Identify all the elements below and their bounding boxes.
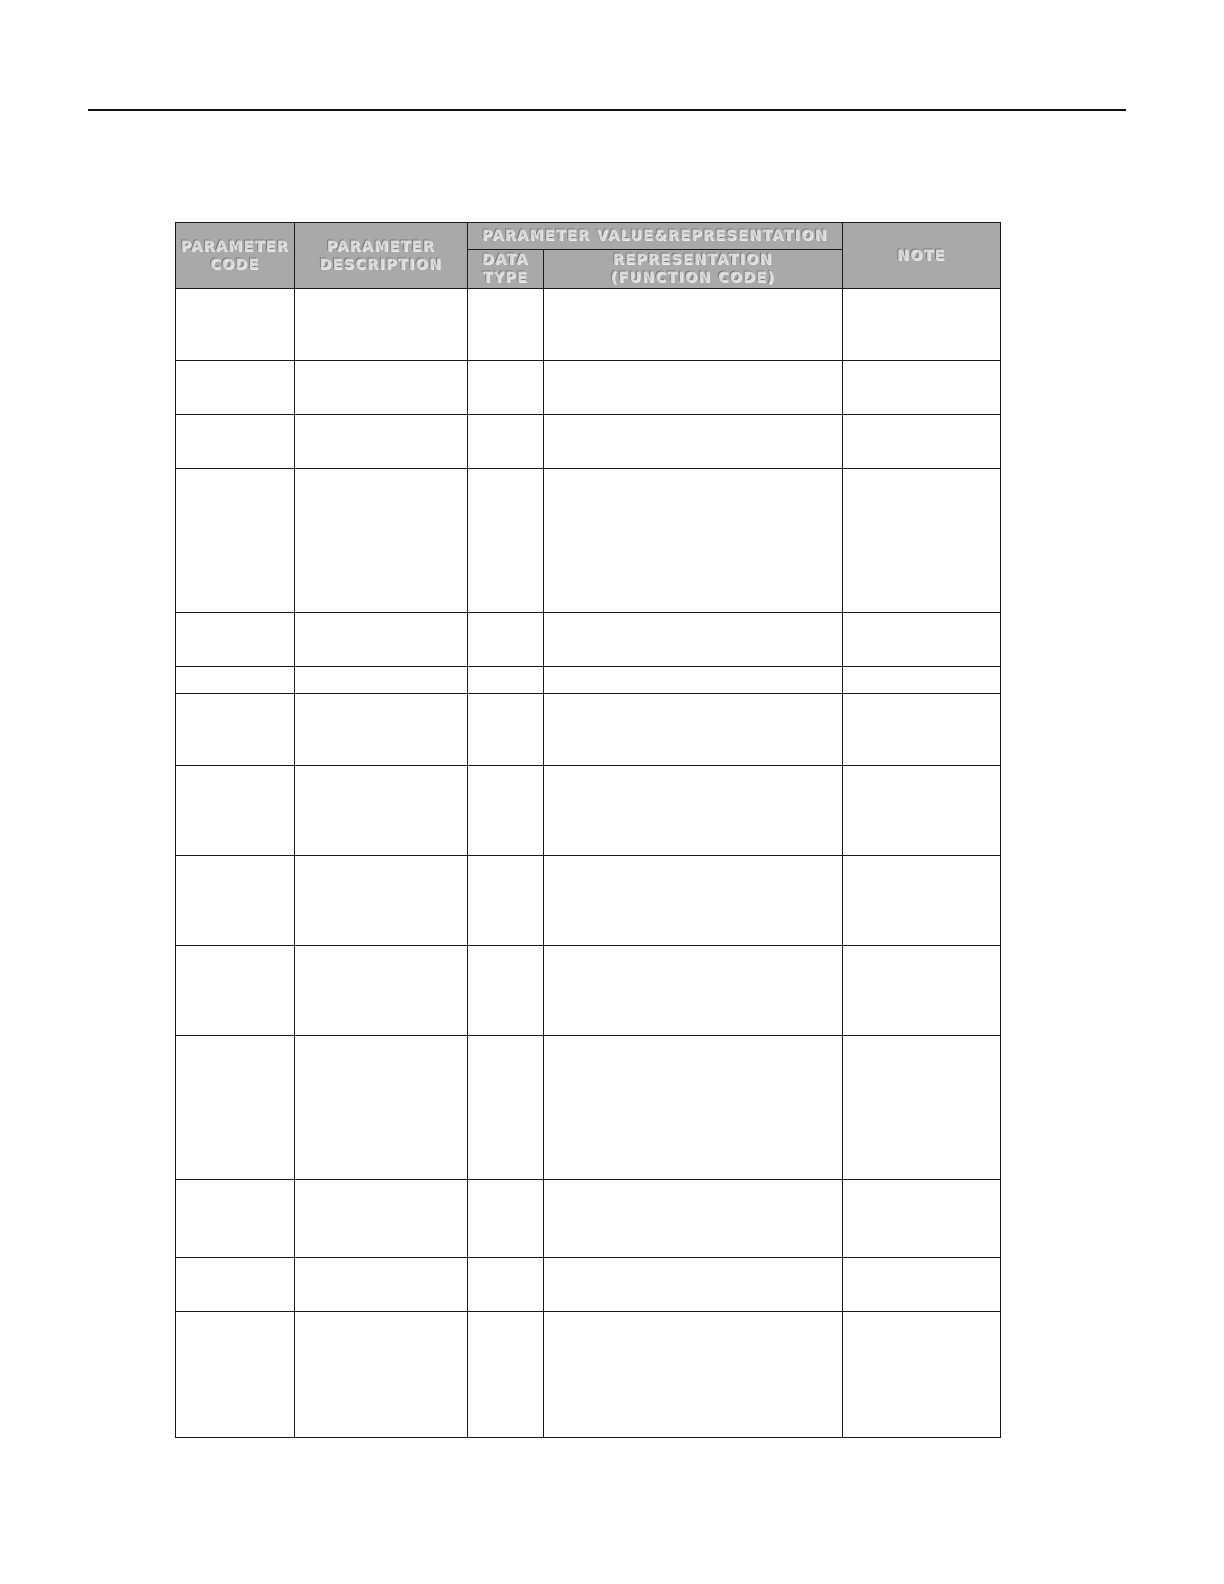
cell-data-type xyxy=(468,613,544,667)
cell-description xyxy=(295,946,468,1036)
cell-data-type xyxy=(468,694,544,766)
cell-note xyxy=(843,856,1001,946)
header-data-type xyxy=(468,250,544,289)
cell-note xyxy=(843,1036,1001,1180)
parameter-table xyxy=(175,222,1001,1438)
cell-code xyxy=(176,361,295,415)
header-representation-line-1: REPRESENTATION xyxy=(613,252,773,268)
cell-note xyxy=(843,946,1001,1036)
cell-note xyxy=(843,1312,1001,1438)
cell-code xyxy=(176,694,295,766)
cell-data-type xyxy=(468,289,544,361)
cell-representation xyxy=(544,469,843,613)
table-row xyxy=(176,613,1001,667)
cell-code xyxy=(176,289,295,361)
table-row xyxy=(176,946,1001,1036)
cell-representation xyxy=(544,946,843,1036)
cell-representation xyxy=(544,694,843,766)
table-row xyxy=(176,361,1001,415)
cell-representation xyxy=(544,1258,843,1312)
cell-data-type xyxy=(468,856,544,946)
header-parameter-code-line-1: PARAMETER xyxy=(180,238,290,255)
cell-data-type xyxy=(468,766,544,856)
cell-data-type xyxy=(468,667,544,694)
header-value-group: PARAMETER VALUE&REPRESENTATION xyxy=(468,223,843,250)
header-parameter-description-line-1: PARAMETER xyxy=(326,238,436,255)
cell-description xyxy=(295,766,468,856)
cell-representation xyxy=(544,766,843,856)
cell-note xyxy=(843,766,1001,856)
cell-representation xyxy=(544,667,843,694)
cell-note xyxy=(843,667,1001,694)
header-parameter-code xyxy=(176,223,295,289)
cell-representation xyxy=(544,856,843,946)
cell-description xyxy=(295,289,468,361)
cell-data-type xyxy=(468,1312,544,1438)
header-note: NOTE xyxy=(843,223,1001,289)
cell-code xyxy=(176,1312,295,1438)
cell-data-type xyxy=(468,946,544,1036)
cell-note xyxy=(843,1258,1001,1312)
cell-code xyxy=(176,613,295,667)
table-row xyxy=(176,1180,1001,1258)
cell-note xyxy=(843,289,1001,361)
table-row xyxy=(176,766,1001,856)
header-parameter-description xyxy=(295,223,468,289)
table-row xyxy=(176,1036,1001,1180)
cell-note xyxy=(843,469,1001,613)
cell-note xyxy=(843,694,1001,766)
header-representation-line-2: (FUNCTION CODE) xyxy=(610,270,776,286)
cell-description xyxy=(295,1180,468,1258)
table-row xyxy=(176,469,1001,613)
cell-representation xyxy=(544,1312,843,1438)
table-row xyxy=(176,694,1001,766)
cell-description xyxy=(295,415,468,469)
cell-note xyxy=(843,613,1001,667)
cell-note xyxy=(843,361,1001,415)
cell-representation xyxy=(544,1180,843,1258)
cell-note xyxy=(843,415,1001,469)
cell-data-type xyxy=(468,1036,544,1180)
header-parameter-description-line-2: DESCRIPTION xyxy=(319,256,443,273)
table-row xyxy=(176,415,1001,469)
table-row xyxy=(176,289,1001,361)
header-parameter-code-line-2: CODE xyxy=(210,256,260,273)
cell-code xyxy=(176,1036,295,1180)
cell-code xyxy=(176,946,295,1036)
cell-data-type xyxy=(468,1258,544,1312)
cell-description xyxy=(295,469,468,613)
cell-description xyxy=(295,667,468,694)
cell-code xyxy=(176,469,295,613)
cell-description xyxy=(295,1312,468,1438)
cell-data-type xyxy=(468,361,544,415)
cell-code xyxy=(176,415,295,469)
cell-data-type xyxy=(468,1180,544,1258)
header-data-type-line-1: DATA xyxy=(482,252,529,268)
top-rule xyxy=(88,109,1126,111)
cell-description xyxy=(295,1258,468,1312)
cell-description xyxy=(295,1036,468,1180)
header-data-type-line-2: TYPE xyxy=(482,270,529,286)
cell-representation xyxy=(544,415,843,469)
table-row xyxy=(176,667,1001,694)
cell-description xyxy=(295,694,468,766)
cell-code xyxy=(176,1258,295,1312)
cell-representation xyxy=(544,613,843,667)
table-row xyxy=(176,1258,1001,1312)
table-row xyxy=(176,1312,1001,1438)
table-row xyxy=(176,856,1001,946)
cell-representation xyxy=(544,289,843,361)
cell-representation xyxy=(544,361,843,415)
cell-code xyxy=(176,856,295,946)
cell-description xyxy=(295,361,468,415)
cell-description xyxy=(295,613,468,667)
header-representation xyxy=(544,250,843,289)
cell-data-type xyxy=(468,415,544,469)
cell-code xyxy=(176,1180,295,1258)
cell-code xyxy=(176,766,295,856)
cell-data-type xyxy=(468,469,544,613)
cell-representation xyxy=(544,1036,843,1180)
cell-code xyxy=(176,667,295,694)
cell-note xyxy=(843,1180,1001,1258)
cell-description xyxy=(295,856,468,946)
